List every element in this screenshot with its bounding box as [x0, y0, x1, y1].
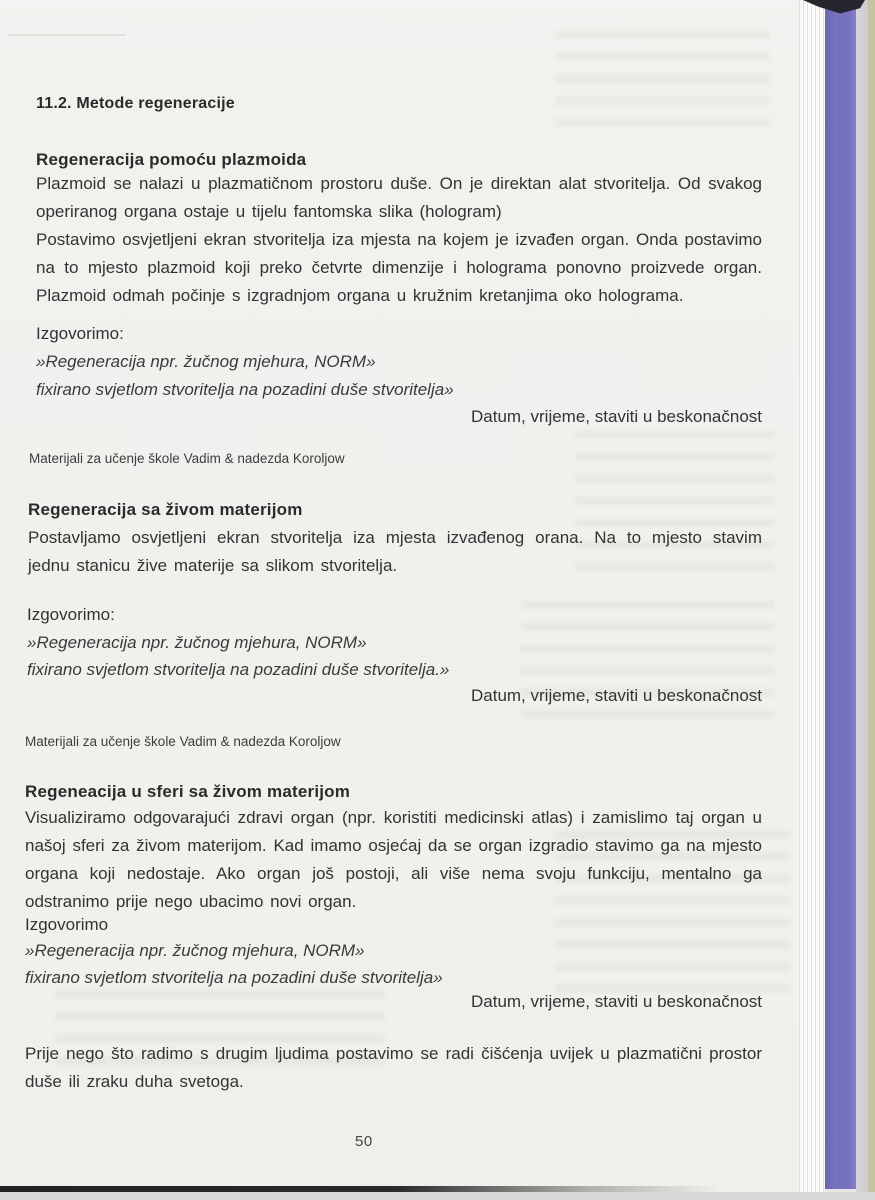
book-cover-edge	[825, 5, 856, 1189]
invocation-label: Izgovorimo	[25, 915, 109, 934]
invocation-label: Izgovorimo:	[27, 605, 115, 624]
quote-line: »Regeneracija npr. žučnog mjehura, NORM»	[25, 941, 365, 960]
paragraph: Postavimo osvjetljeni ekran stvoritelja iza mjesta na kojem je izvađen organ. Onda postavimo na to mjesto plazmoid koji preko četvrte dimenzije i holograma ponovno proizvede organ. Plazmoid odmah počinje s izgradnjom organa u kružnim kretanjima oko holograma.	[36, 230, 762, 305]
datum-line: Datum, vrijeme, staviti u beskonačnost	[470, 686, 762, 705]
quote-line: fixirano svjetlom stvoritelja na pozadini duše stvoritelja.»	[27, 660, 450, 679]
section-heading: Regeneracija pomoću plazmoida	[36, 150, 307, 169]
paragraph: Plazmoid se nalazi u plazmatičnom prostoru duše. On je direktan alat stvoritelja. Od svakog operiranog organa ostaje u tijelu fantomska slika (hologram)	[36, 174, 762, 221]
quote-line: fixirano svjetlom stvoritelja na pozadini duše stvoritelja»	[36, 380, 454, 399]
section-heading: Regeneacija u sferi sa živom materijom	[25, 782, 351, 801]
source-note: Materijali za učenje škole Vadim & nadezda Koroljow	[29, 451, 345, 466]
paragraph: Visualiziramo odgovarajući zdravi organ (npr. koristiti medicinski atlas) i zamislimo taj organ u našoj sferi za živom materijom. Kad imamo osjećaj da se organ izgradio stavimo ga na mjesto organa koji nedostaje. Ako organ još postoji, ali više nema svoju funkciju, mentalno ga odstranimo prije nego ubacimo novi organ.	[25, 808, 762, 911]
quote-line: »Regeneracija npr. žučnog mjehura, NORM»	[27, 633, 367, 652]
closing-paragraph: Prije nego što radimo s drugim ljudima postavimo se radi čišćenja uvijek u plazmatični prostor duše ili zraku duha svetoga.	[25, 1044, 762, 1091]
invocation-label: Izgovorimo:	[36, 324, 124, 343]
section-heading: Regeneracija sa živom materijom	[28, 500, 303, 519]
source-note: Materijali za učenje škole Vadim & nadezda Koroljow	[25, 734, 341, 749]
datum-line: Datum, vrijeme, staviti u beskonačnost	[470, 992, 762, 1011]
quote-line: fixirano svjetlom stvoritelja na pozadini duše stvoritelja»	[25, 968, 443, 987]
scan-right-edge	[868, 0, 875, 1200]
scan-bottom-margin	[0, 1192, 875, 1200]
scan-artifact-line	[8, 34, 126, 36]
paragraph: Postavljamo osvjetljeni ekran stvoritelja iza mjesta izvađenog orana. Na to mjesto stavim jednu stanicu žive materije sa slikom stvoritelja.	[28, 528, 762, 575]
chapter-heading: 11.2. Metode regeneracije	[36, 95, 235, 112]
quote-line: »Regeneracija npr. žučnog mjehura, NORM»	[36, 352, 376, 371]
page-number: 50	[355, 1133, 373, 1150]
page-edge-stack	[796, 0, 825, 1200]
scan-right-margin	[856, 0, 868, 1200]
datum-line: Datum, vrijeme, staviti u beskonačnost	[470, 407, 762, 426]
